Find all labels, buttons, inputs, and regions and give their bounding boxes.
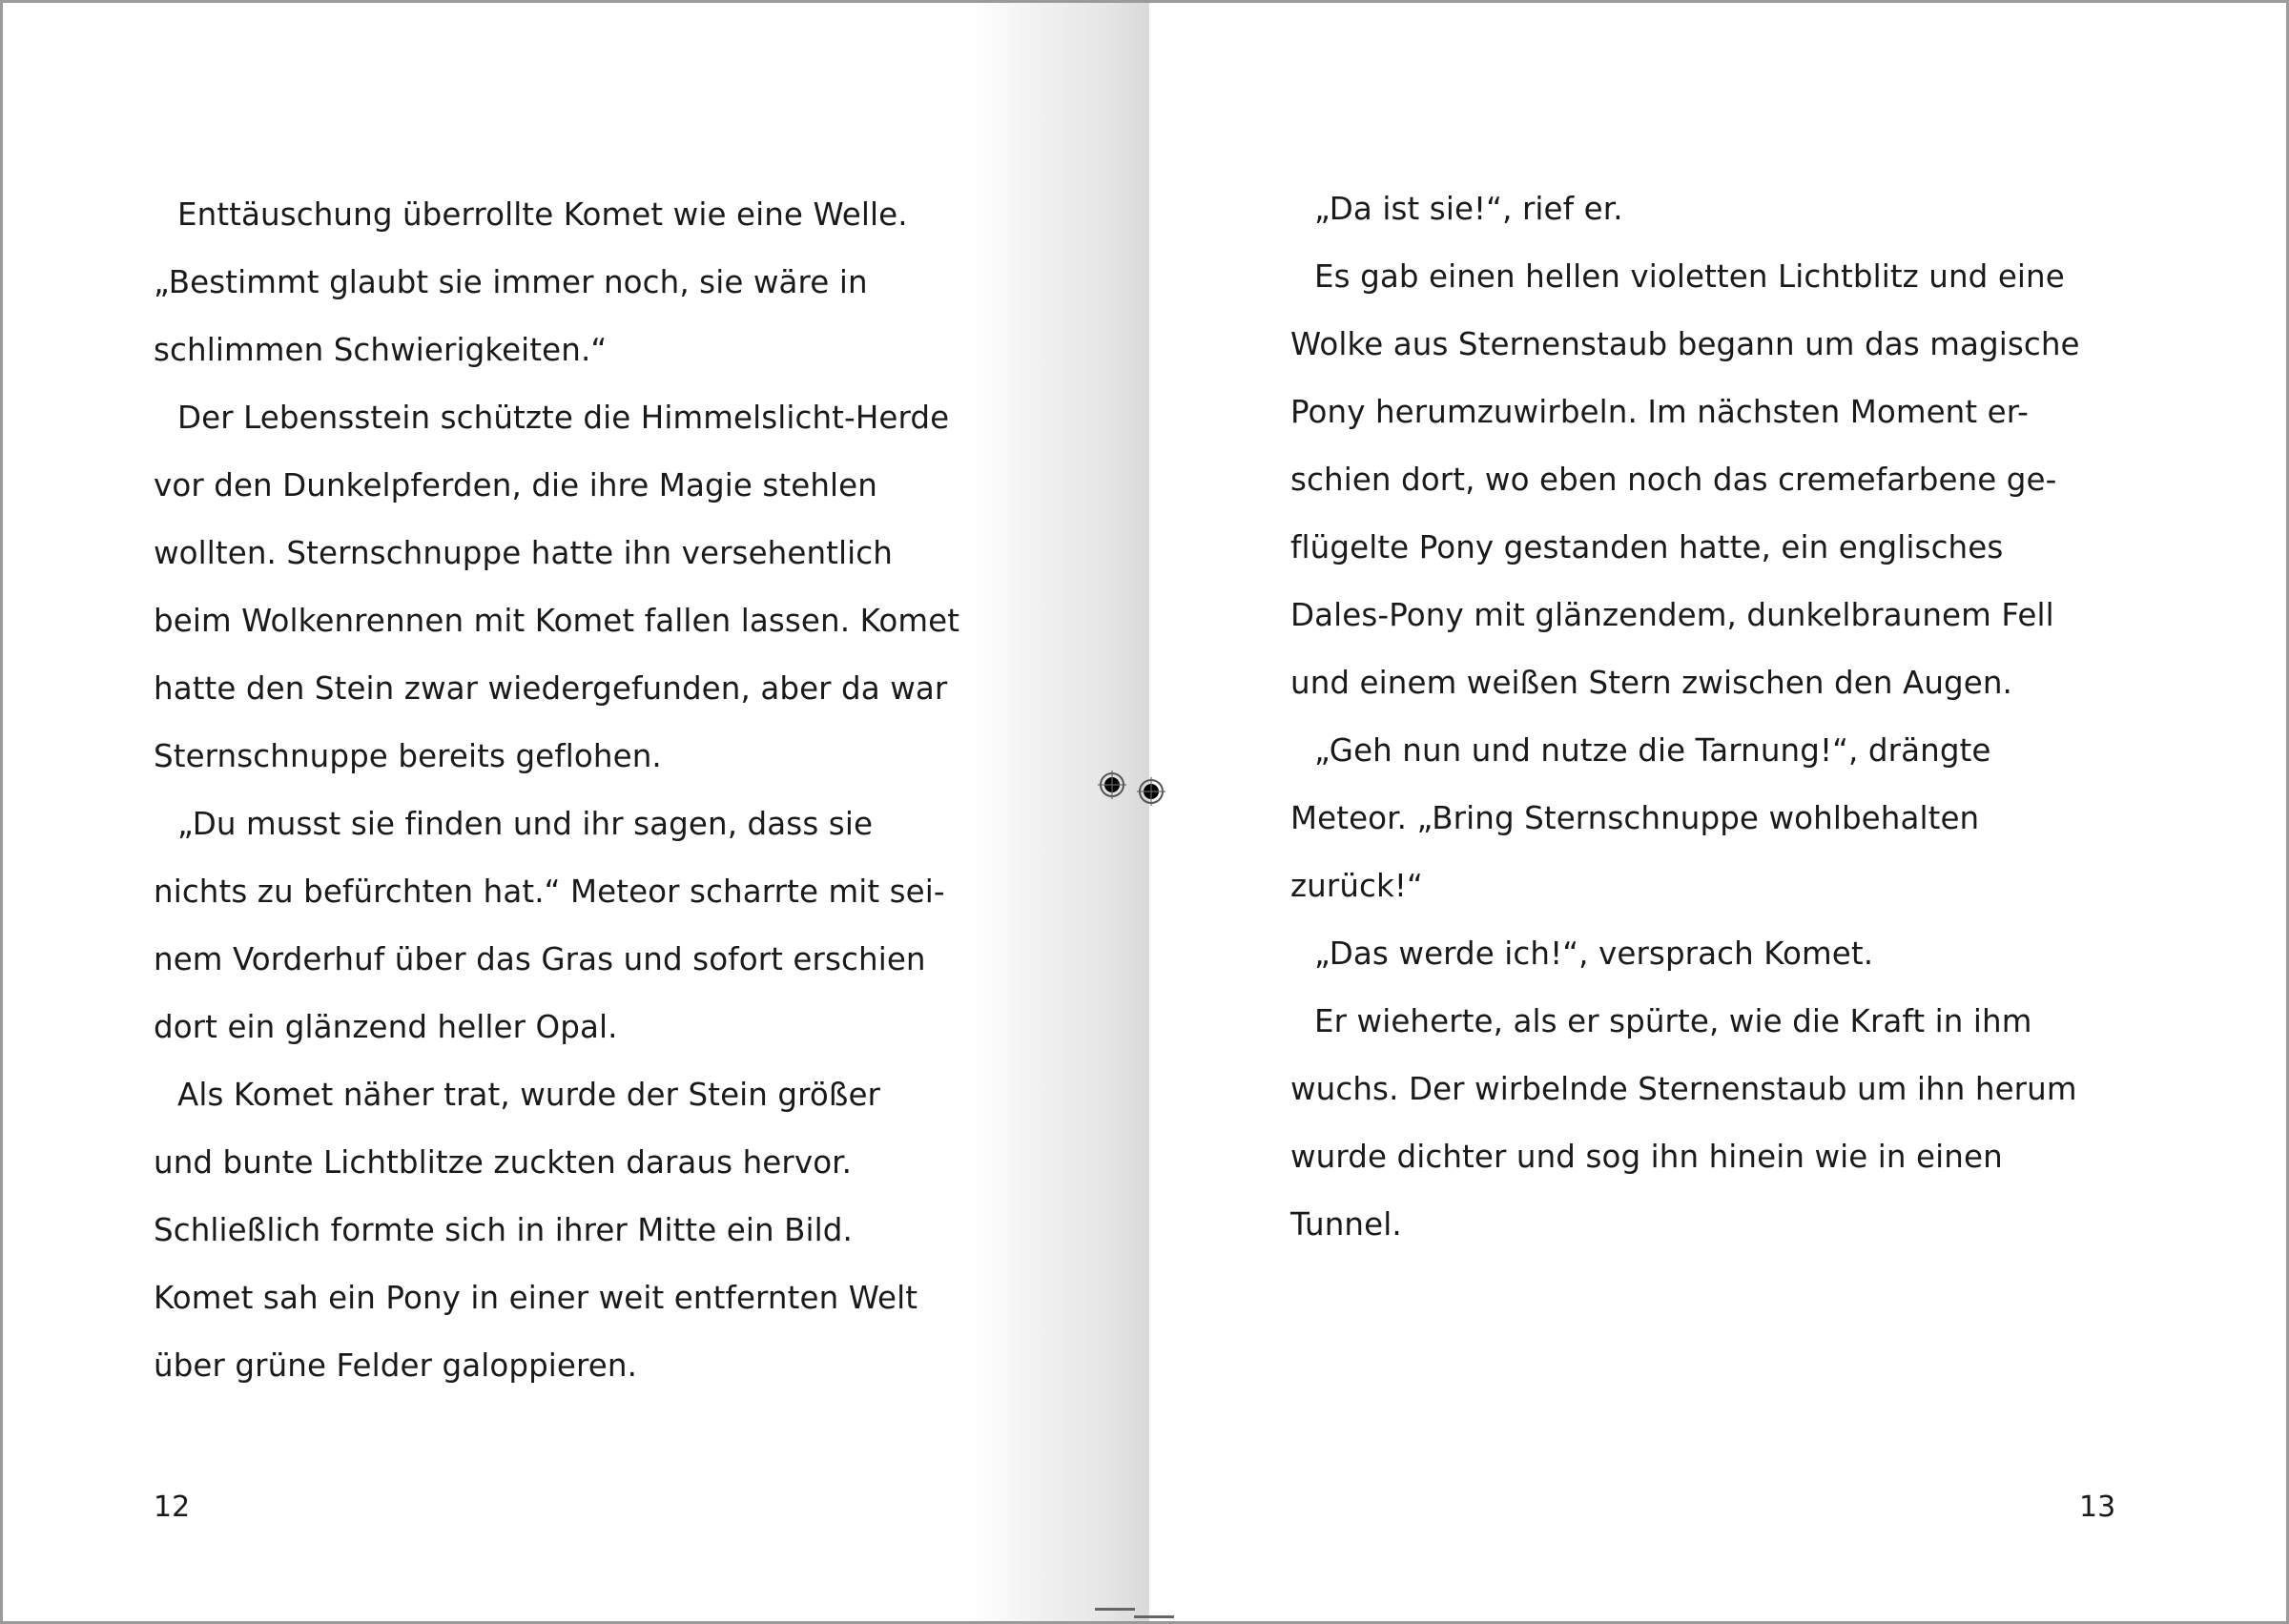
- trim-mark: [1134, 1615, 1174, 1618]
- page-number-right: 13: [2079, 1490, 2116, 1524]
- text-line: zurück!“: [1290, 868, 1423, 904]
- text-line: und bunte Lichtblitze zuckten daraus hervor.: [154, 1144, 853, 1181]
- text-line: wollten. Sternschnuppe hatte ihn versehentlich: [154, 535, 893, 571]
- text-line: Er wieherte, als er spürte, wie die Kraft in ihm: [1314, 1003, 2032, 1039]
- text-line: „Geh nun und nutze die Tarnung!“, drängte: [1314, 732, 1991, 769]
- text-line: Dales-Pony mit glänzendem, dunkelbraunem Fell: [1290, 597, 2054, 633]
- text-line: schien dort, wo eben noch das cremefarbene ge-: [1290, 462, 2057, 498]
- text-line: dort ein glänzend heller Opal.: [154, 1009, 618, 1045]
- text-line: hatte den Stein zwar wiedergefunden, aber da war: [154, 670, 948, 707]
- text-line: und einem weißen Stern zwischen den Augen.: [1290, 665, 2012, 701]
- text-line: „Da ist sie!“, rief er.: [1314, 191, 1623, 227]
- text-line: nichts zu befürchten hat.“ Meteor scharrte mit sei-: [154, 874, 945, 910]
- text-line: flügelte Pony gestanden hatte, ein englisches: [1290, 529, 2004, 565]
- text-line: vor den Dunkelpferden, die ihre Magie stehlen: [154, 467, 877, 504]
- text-line: schlimmen Schwierigkeiten.“: [154, 332, 608, 368]
- left-page-text: [154, 181, 959, 1400]
- text-line: Enttäuschung überrollte Komet wie eine Welle.: [177, 196, 908, 233]
- text-line: beim Wolkenrennen mit Komet fallen lassen. Komet: [154, 603, 960, 639]
- text-line: „Du musst sie finden und ihr sagen, dass sie: [177, 806, 874, 842]
- text-line: Schließlich formte sich in ihrer Mitte ein Bild.: [154, 1212, 853, 1248]
- text-line: „Bestimmt glaubt sie immer noch, sie wäre in: [154, 264, 868, 300]
- text-line: Wolke aus Sternenstaub begann um das magische: [1290, 326, 2080, 362]
- text-line: über grüne Felder galoppieren.: [154, 1347, 638, 1384]
- text-line: Als Komet näher trat, wurde der Stein größer: [177, 1077, 881, 1113]
- registration-mark-icon: [1137, 777, 1165, 806]
- page-number-left: 12: [154, 1490, 191, 1524]
- text-line: Tunnel.: [1290, 1206, 1402, 1243]
- right-page-text: [1290, 175, 2080, 1259]
- text-line: „Das werde ich!“, versprach Komet.: [1314, 935, 1874, 972]
- text-line: Meteor. „Bring Sternschnuppe wohlbehalten: [1290, 800, 1980, 836]
- registration-mark-icon: [1098, 771, 1126, 799]
- text-line: Sternschnuppe bereits geflohen.: [154, 738, 662, 774]
- trim-mark: [1095, 1608, 1135, 1611]
- text-line: wuchs. Der wirbelnde Sternenstaub um ihn herum: [1290, 1071, 2077, 1107]
- text-line: Es gab einen hellen violetten Lichtblitz und eine: [1314, 258, 2065, 295]
- text-line: Der Lebensstein schützte die Himmelslicht-Herde: [177, 400, 950, 436]
- text-line: nem Vorderhuf über das Gras und sofort erschien: [154, 941, 926, 977]
- text-line: wurde dichter und sog ihn hinein wie in einen: [1290, 1139, 2003, 1175]
- book-gutter-shadow: [973, 0, 1149, 1621]
- text-line: Komet sah ein Pony in einer weit entfernten Welt: [154, 1280, 918, 1316]
- text-line: Pony herumzuwirbeln. Im nächsten Moment er-: [1290, 394, 2029, 430]
